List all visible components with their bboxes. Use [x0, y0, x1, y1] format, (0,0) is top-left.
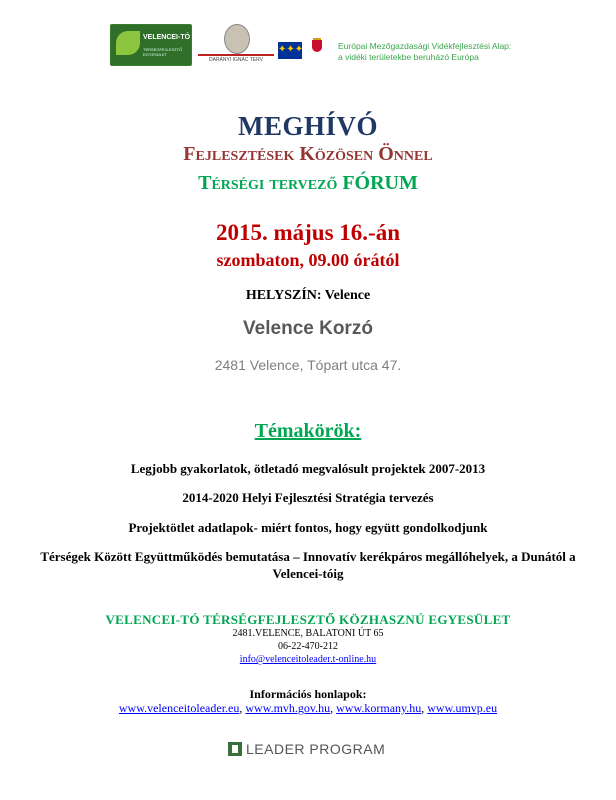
fund-description — [338, 41, 578, 63]
topic-item: Térségek Között Együttműködés bemutatása – Innovatív kerékpáros megállóhelyek, a Dunától a Velencei-tóig — [40, 549, 576, 581]
leaf-icon — [116, 31, 140, 55]
logo-velencei-title: VELENCEI-TÓ — [143, 34, 191, 41]
topic-item: Legjobb gyakorlatok, ötletadó megvalósult projektek 2007-2013 — [130, 461, 486, 476]
organization-name: VELENCEI-TÓ TÉRSÉGFEJLESZTŐ KÖZHASZNÚ EGYESÜLET — [105, 612, 511, 627]
topic-item: 2014-2020 Helyi Fejlesztési Stratégia tervezés — [182, 490, 434, 505]
fund-line-1: Európai Mezőgazdasági Vidékfejlesztési Alap: — [338, 41, 512, 51]
logo-daranyi-text: DARÁNYI IGNÁC TERV — [209, 57, 263, 63]
shield-icon — [312, 40, 322, 52]
link-mvh[interactable]: www.mvh.gov.hu — [245, 701, 331, 715]
topics-heading: Témakörök: — [254, 420, 362, 442]
portrait-icon — [224, 24, 250, 54]
event-date: 2015. május 16.-án — [215, 220, 400, 245]
info-websites-links — [0, 701, 616, 716]
hungarian-coat-of-arms-icon — [306, 38, 328, 60]
event-subtitle: Fejlesztések Közösen Önnel — [183, 143, 433, 165]
topic-item: Projektötlet adatlapok- miért fontos, hogy együtt gondolkodjunk — [128, 520, 488, 535]
link-velenceitoleader[interactable]: www.velenceitoleader.eu — [118, 701, 240, 715]
fund-line-2: a vidéki területekbe beruházó Európa — [338, 52, 479, 62]
location-label: HELYSZÍN: Velence — [245, 288, 371, 303]
velencei-to-logo — [110, 24, 192, 66]
info-websites-label: Információs honlapok: — [249, 687, 367, 701]
daranyi-ignac-terv-logo — [198, 24, 274, 66]
organization-phone: 06-22-470-212 — [278, 641, 338, 652]
eu-flag-icon — [278, 42, 302, 59]
leader-mark-icon — [228, 742, 242, 756]
forum-title-part2: FÓRUM — [342, 172, 418, 194]
invitation-title: MEGHÍVÓ — [237, 111, 378, 141]
forum-title — [0, 172, 616, 195]
forum-title-part1: Térségi tervező — [198, 172, 338, 194]
logo-divider — [198, 54, 274, 56]
leader-program-logo — [228, 741, 398, 759]
venue-name: Velence Korzó — [243, 318, 373, 339]
link-separator: , — [330, 701, 337, 715]
leader-program-text: LEADER PROGRAM — [246, 741, 386, 757]
logo-velencei-subtitle: TÉRSÉGFEJLESZTŐ EGYESÜLET — [143, 47, 183, 57]
organization-email-link[interactable]: info@velenceitoleader.t-online.hu — [239, 654, 377, 665]
link-separator: , — [421, 701, 428, 715]
link-kormany[interactable]: www.kormany.hu — [336, 701, 422, 715]
link-separator: , — [239, 701, 246, 715]
organization-address: 2481.VELENCE, BALATONI ÚT 65 — [232, 628, 384, 639]
link-umvp[interactable]: www.umvp.eu — [427, 701, 498, 715]
eu-stars-icon: ✦✦✦ — [278, 44, 304, 55]
event-time: szombaton, 09.00 órától — [216, 250, 400, 270]
venue-address: 2481 Velence, Tópart utca 47. — [214, 357, 402, 373]
